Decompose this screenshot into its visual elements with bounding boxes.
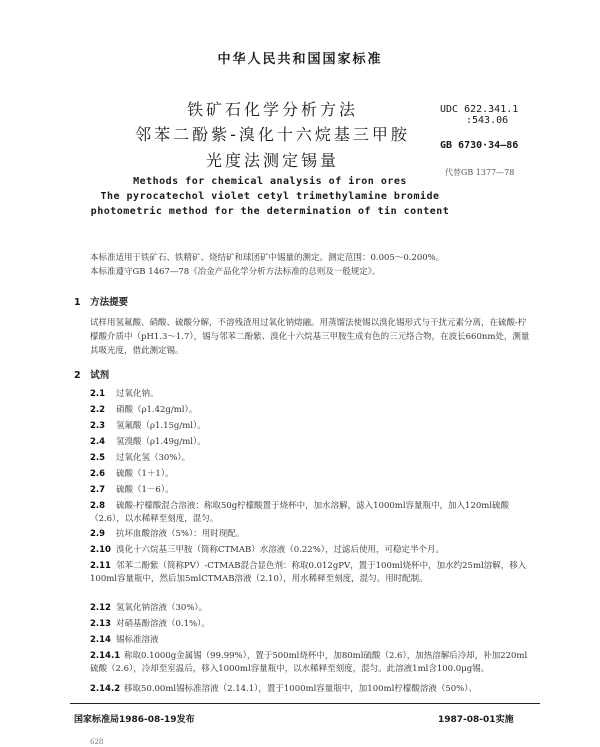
title-line-1: 铁矿石化学分析方法 bbox=[186, 100, 358, 119]
reagent-item bbox=[90, 388, 530, 401]
item-text: 对硝基酚溶液（0.1%）。 bbox=[116, 619, 210, 629]
udc-code-cont: :543.06 bbox=[466, 115, 509, 126]
reagent-item bbox=[90, 634, 530, 647]
reagent-item bbox=[90, 618, 530, 631]
item-text: 硫酸（1－6）。 bbox=[116, 485, 174, 495]
reagent-item bbox=[90, 420, 530, 433]
national-standard-heading: 中华人民共和国国家标准 bbox=[217, 52, 383, 67]
item-number: 2.14 bbox=[90, 635, 111, 645]
reagent-item bbox=[90, 484, 530, 497]
title-line-2: 邻苯二酚紫-溴化十六烷基三甲胺 bbox=[135, 125, 410, 144]
title-line-3: 光度法测定锡量 bbox=[205, 151, 339, 170]
item-text: 移取50.00ml锡标准溶液（2.14.1），置于1000ml容量瓶中，加100ml柠檬酸溶液（50%）、 bbox=[124, 684, 477, 694]
replaces-note: 代替GB 1377—78 bbox=[445, 168, 515, 177]
item-text: 氢氧化钠溶液（30%）。 bbox=[116, 603, 208, 613]
reagent-item bbox=[90, 452, 530, 465]
item-number: 2.5 bbox=[90, 453, 106, 463]
item-text: 抗坏血酸溶液（5%）：用时现配。 bbox=[116, 529, 245, 539]
item-number: 2.9 bbox=[90, 529, 106, 539]
item-text: 锡标准溶液 bbox=[116, 635, 159, 645]
item-text: 溴化十六烷基三甲胺（简称CTMAB）水溶液（0.22%），过滤后使用，可稳定半个月。 bbox=[116, 545, 445, 555]
reagent-item bbox=[90, 544, 530, 557]
item-number: 2.13 bbox=[90, 619, 111, 629]
reagent-item bbox=[90, 404, 530, 417]
reagent-item bbox=[90, 683, 530, 696]
english-title-line-1: Methods for chemical analysis of iron ores bbox=[133, 176, 407, 187]
item-number: 2.14.1 bbox=[90, 651, 121, 661]
reagent-item bbox=[90, 560, 530, 586]
item-text: 过氧化钠。 bbox=[116, 389, 159, 399]
section-1-body: 试样用氢氟酸、硝酸、硫酸分解，不溶残渣用过氧化钠熔融。用蒸馏法使锡以溴化锡形式与干扰元素分离，在硫酸-柠檬酸介质中（pH1.3～1.7），锡与邻苯二酚紫、溴化十六烷基三甲胺生成有色的三元络合物，在波长660nm处，测量其吸光度，借此测定锡。 bbox=[90, 318, 530, 356]
item-number: 2.11 bbox=[90, 561, 111, 571]
reagent-item bbox=[90, 650, 530, 676]
english-title-line-2: The pyrocatechol violet cetyl trimethylamine bromide bbox=[100, 191, 440, 202]
item-text: 氢溴酸（ρ1.49g/ml）。 bbox=[116, 437, 206, 447]
item-text: 硫酸-柠檬酸混合溶液：称取50g柠檬酸置于烧杯中，加水溶解，滤入1000ml容量瓶中，加入120ml硫酸（2.6），以水稀释至刻度，混匀。 bbox=[90, 501, 510, 524]
item-number: 2.8 bbox=[90, 501, 106, 511]
udc-code: UDC 622.341.1 bbox=[440, 104, 519, 115]
reagent-item bbox=[90, 500, 530, 526]
reagent-item bbox=[90, 436, 530, 449]
item-text: 过氧化氢（30%）。 bbox=[116, 453, 191, 463]
item-number: 2.2 bbox=[90, 405, 106, 415]
item-text: 邻苯二酚紫（简称PV）-CTMAB混合显色剂：称取0.012gPV，置于100ml烧杯中，加水约25ml溶解，移入100ml容量瓶中，然后加5mlCTMAB溶液（2.10），用水稀释至刻度，混匀。用时配制。 bbox=[90, 561, 527, 584]
section-2-heading: 2 试剂 bbox=[74, 370, 110, 381]
reagent-item bbox=[90, 602, 530, 615]
intro-paragraph-1: 本标准适用于铁矿石、铁精矿、烧结矿和球团矿中锡量的测定。测定范围：0.005～0.200%。 bbox=[90, 253, 445, 263]
item-text: 硫酸（1＋1）。 bbox=[116, 469, 174, 479]
item-number: 2.10 bbox=[90, 545, 111, 555]
item-text: 氢氟酸（ρ1.15g/ml）。 bbox=[116, 421, 206, 431]
gb-code: GB 6730·34—86 bbox=[440, 140, 519, 151]
item-number: 2.1 bbox=[90, 389, 106, 399]
section-1-heading: 1 方法提要 bbox=[74, 297, 129, 308]
item-number: 2.3 bbox=[90, 421, 106, 431]
item-number: 2.4 bbox=[90, 437, 106, 447]
item-number: 2.6 bbox=[90, 469, 106, 479]
item-text: 称取0.1000g金属锡（99.99%），置于500ml烧杯中，加80ml硫酸（2.6），加热溶解后冷却，补加220ml硫酸（2.6），冷却至室温后，移入1000ml容量瓶中，以水稀释至刻度，混匀。此溶液1ml含100.0μg锡。 bbox=[90, 651, 528, 674]
item-number: 2.7 bbox=[90, 485, 106, 495]
item-text: 硝酸（ρ1.42g/ml）。 bbox=[116, 405, 198, 415]
item-number: 2.12 bbox=[90, 603, 111, 613]
item-number: 2.14.2 bbox=[90, 684, 121, 694]
english-title-line-3: photometric method for the determination of tin content bbox=[90, 206, 450, 217]
footer-divider bbox=[70, 703, 540, 704]
intro-paragraph-2: 本标准遵守GB 1467—78《冶金产品化学分析方法标准的总则及一般规定》。 bbox=[90, 267, 381, 277]
page-number: 628 bbox=[90, 738, 104, 746]
reagent-item bbox=[90, 528, 530, 541]
effective-date: 1987-08-01实施 bbox=[438, 715, 514, 725]
issued-date: 国家标准局1986-08-19发布 bbox=[74, 715, 195, 725]
reagent-item bbox=[90, 468, 530, 481]
